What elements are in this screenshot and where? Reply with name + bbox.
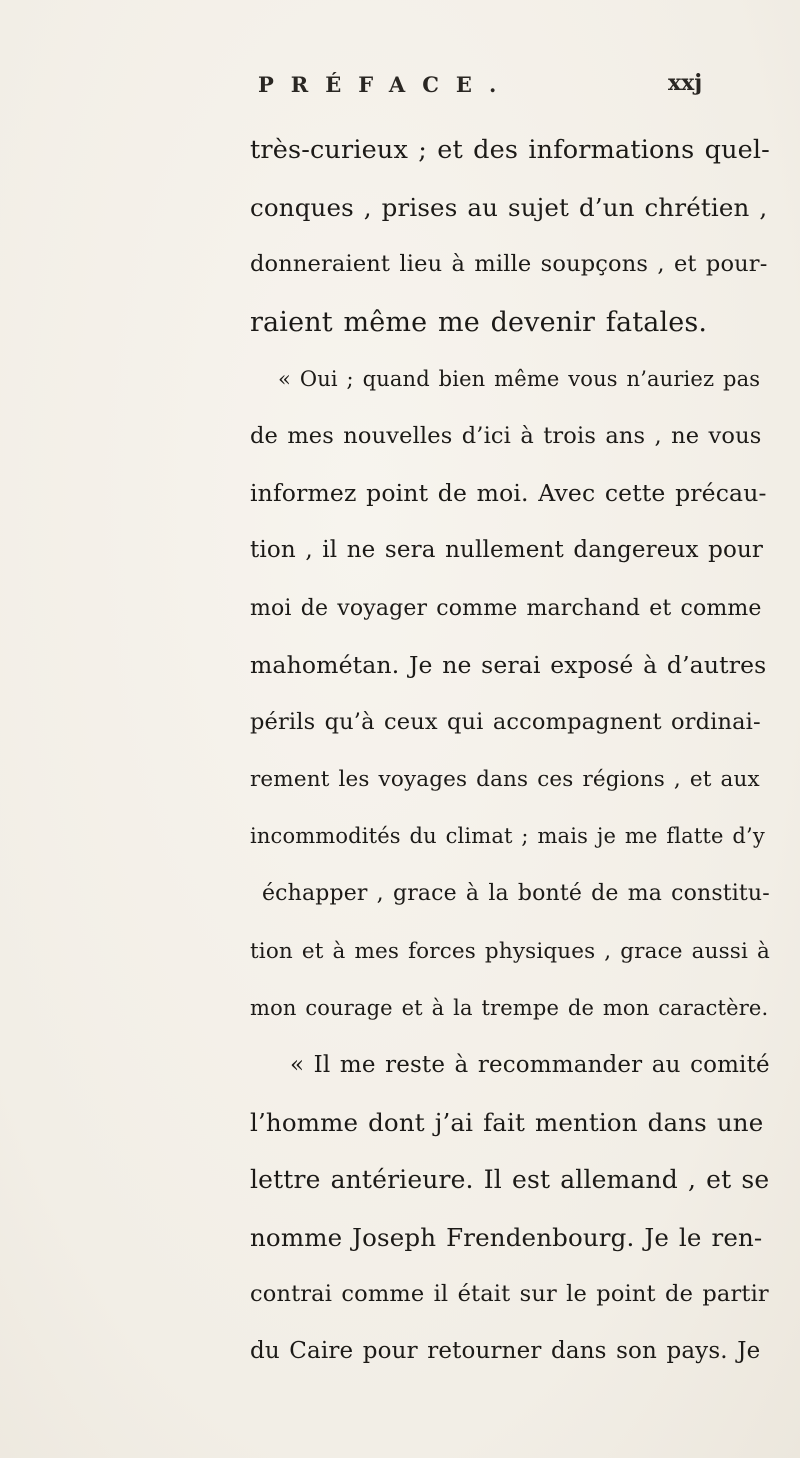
- page-number: xxj: [668, 70, 703, 96]
- body-text: [250, 122, 770, 1380]
- text-line: « Oui ; quand bien même vous n’auriez pas: [278, 366, 761, 391]
- text-line: très-curieux ; et des informations quel-: [250, 135, 770, 165]
- text-line: donneraient lieu à mille soupçons , et pour-: [250, 251, 768, 278]
- text-line: tion , il ne sera nullement dangereux pour: [250, 537, 764, 564]
- text-line: l’homme dont j’ai fait mention dans une: [250, 1108, 764, 1138]
- text-line: contrai comme il était sur le point de partir: [250, 1280, 769, 1307]
- text-line: de mes nouvelles d’ici à trois ans , ne vous: [250, 422, 762, 449]
- text-line: échapper , grace à la bonté de ma constitu-: [262, 881, 770, 907]
- text-line: conques , prises au sujet d’un chrétien ,: [250, 193, 768, 223]
- text-line: rement les voyages dans ces régions , et aux: [250, 767, 760, 793]
- text-line: « Il me reste à recommander au comité: [290, 1052, 770, 1078]
- text-line: raient même me devenir fatales.: [250, 306, 708, 338]
- running-title: PRÉFACE.: [258, 72, 514, 97]
- text-line: mahométan. Je ne serai exposé à d’autres: [250, 650, 767, 679]
- text-line: informez point de moi. Avec cette précau-: [250, 479, 767, 508]
- text-line: périls qu’à ceux qui accompagnent ordinai-: [250, 708, 761, 735]
- text-line: incommodités du climat ; mais je me flatte d’y: [250, 824, 765, 849]
- text-line: mon courage et à la trempe de mon caractère.: [250, 995, 769, 1020]
- text-line: nomme Joseph Frendenbourg. Je le ren-: [250, 1222, 763, 1252]
- text-line: lettre antérieure. Il est allemand , et se: [250, 1165, 770, 1195]
- text-line: du Caire pour retourner dans son pays. Je: [250, 1337, 761, 1364]
- text-line: moi de voyager comme marchand et comme: [250, 595, 762, 621]
- text-line: tion et à mes forces physiques , grace aussi à: [250, 938, 770, 964]
